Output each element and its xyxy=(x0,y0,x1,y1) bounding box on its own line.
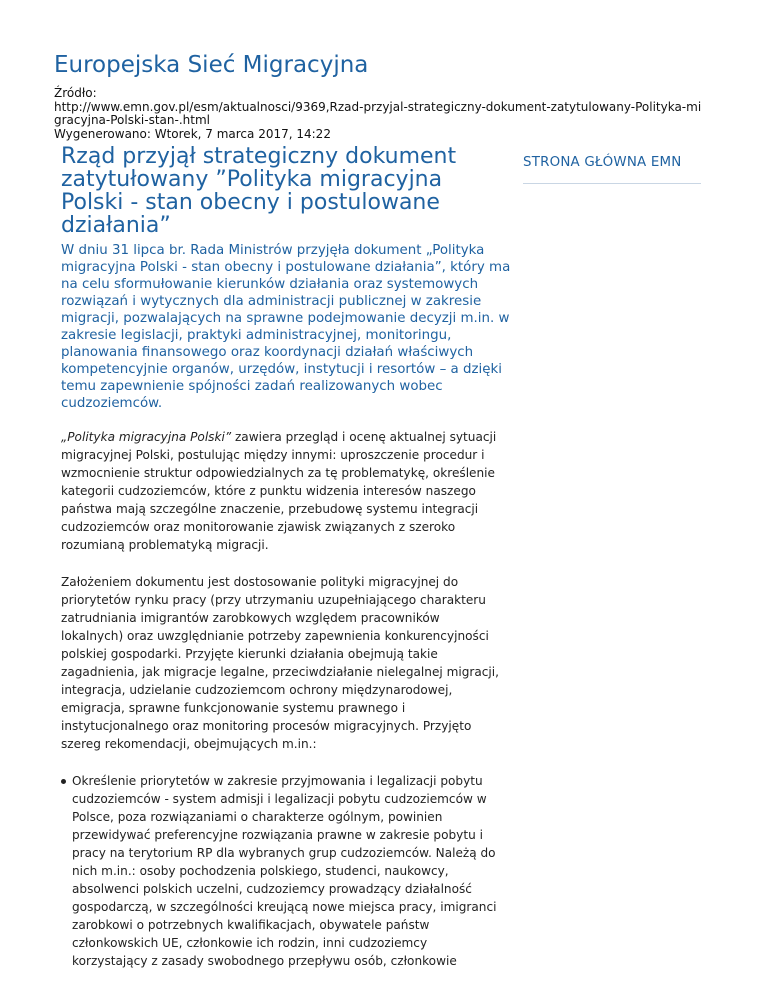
paragraph-2: Założeniem dokumentu jest dostosowanie polityki migracyjnej do priorytetów rynku pracy (przy utrzymaniu uzupełniającego charakteru zatrudniania imigrantów zarobkowych względem pracowników lokalnych) oraz uwzględnianie potrzeby zapewnienia konkurencyjności polskiej gospodarki. Przyjęte kierunki działania obejmują takie zagadnienia, jak migracje legalne, przeciwdziałanie nielegalnej migracji, integracja, udzielanie cudzoziemcom ochrony międzynarodowej, emigracja, sprawne funkcjonowanie systemu prawnego i instytucjonalnego oraz monitoring procesów migracyjnych. Przyjęto szereg rekomendacji, obejmujących m.in.: xyxy=(61,575,499,751)
article-lead: W dniu 31 lipca br. Rada Ministrów przyjęła dokument „Polityka migracyjna Polski - stan obecny i postulowane działania”, który ma na celu sformułowanie kierunków działania oraz systemowych rozwiązań i wytycznych dla administracji publicznej w zakresie migracji, pozwalających na sprawne podejmowanie decyzji m.in. w zakresie legislacji, praktyki administracyjnej, monitoringu, planowania finansowego oraz koordynacji działań właściwych kompetencyjnie organów, urzędów, instytucji i resortów – a dzięki temu zapewnienie spójności zadań realizowanych wobec cudzoziemców. xyxy=(61,243,511,411)
source-url-line-2: gracyjna-Polski-stan-.html xyxy=(54,113,210,127)
article-title: Rząd przyjął strategiczny dokument zatytułowany ”Polityka migracyjna Polski - stan obecny i postulowane działania” xyxy=(61,144,457,238)
article-body xyxy=(61,428,501,970)
home-link[interactable]: STRONA GŁÓWNA EMN xyxy=(523,155,682,170)
site-title: Europejska Sieć Migracyjna xyxy=(54,52,369,78)
paragraph-1-text: zawiera przegląd i ocenę aktualnej sytuacji migracyjnej Polski, postulując między innymi: uproszczenie procedur i wzmocnienie struktur odpowiedzialnych za tę problematykę, określenie kategorii cudzoziemców, które z punktu widzenia interesów naszego państwa mają szczególne znaczenie, przebudowę systemu integracji cudzoziemców oraz monitorowanie zjawisk związanych z szeroko rozumianą problematyką migracji. xyxy=(61,430,497,552)
sidebar-divider xyxy=(523,183,701,184)
source-label: Źródło: xyxy=(54,86,97,100)
source-url-line-1: http://www.emn.gov.pl/esm/aktualnosci/9369,Rzad-przyjal-strategiczny-dokument-zatytulowany-Polityka-mi xyxy=(54,99,702,114)
list-item: Określenie priorytetów w zakresie przyjmowania i legalizacji pobytu cudzoziemców - system admisji i legalizacji pobytu cudzoziemców w Polsce, poza rozwiązaniami o charakterze ogólnym, powinien przewidywać preferencyjne rozwiązania prawne w zakresie pobytu i pracy na terytorium RP dla wybranych grup cudzoziemców. Należą do nich m.in.: osoby pochodzenia polskiego, studenci, naukowcy, absolwenci polskich uczelni, cudzoziemcy prowadzący działalność gospodarczą, w szczególności kreującą nowe miejsca pracy, imigranci zarobkowi o potrzebnych kwalifikacjach, obywatele państw członkowskich UE, członkowie ich rodzin, inni cudzoziemcy korzystający z zasady swobodnego przepływu osób, członkowie xyxy=(61,772,501,970)
source-meta xyxy=(54,87,754,141)
recommendations-list xyxy=(61,772,501,970)
paragraph-1 xyxy=(61,428,501,554)
generated-date: Wygenerowano: Wtorek, 7 marca 2017, 14:22 xyxy=(54,126,331,141)
paragraph-1-italic: „Polityka migracyjna Polski” xyxy=(61,430,232,444)
